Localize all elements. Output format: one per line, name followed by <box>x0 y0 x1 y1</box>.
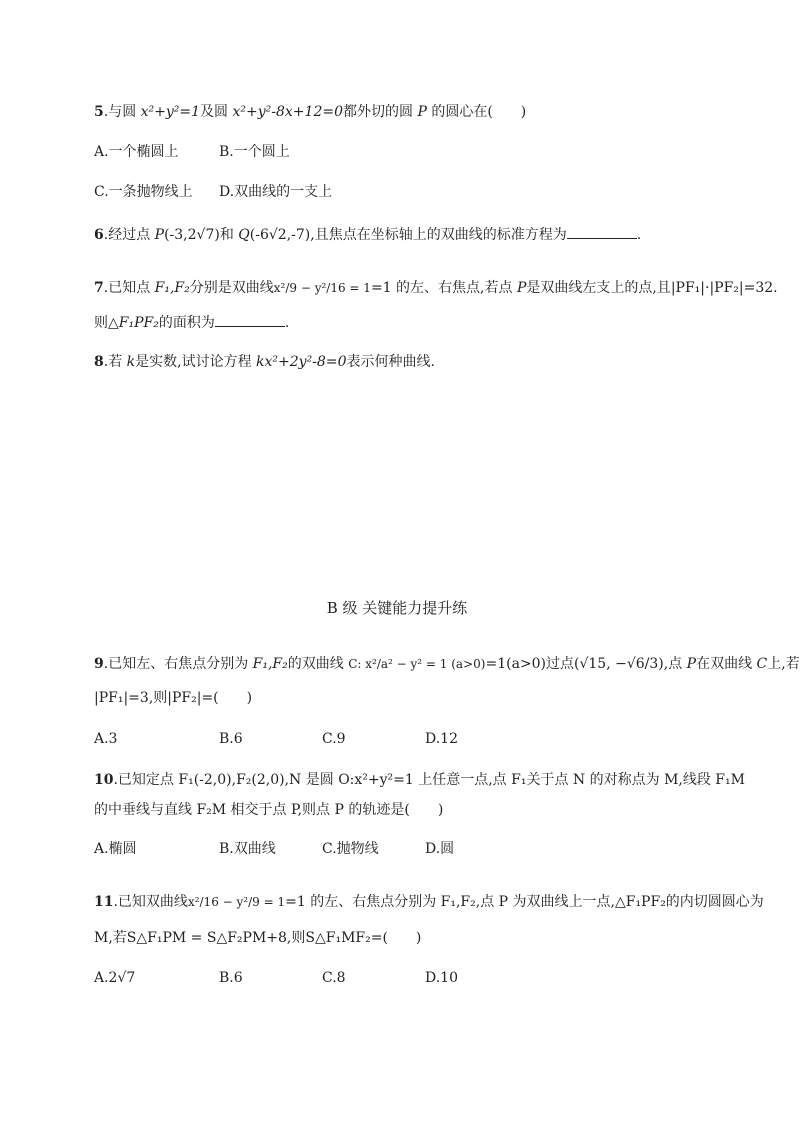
q5-option-a[interactable]: A.一个椭圆上 <box>94 144 179 160</box>
point-p-coords: (-3,2√7) <box>164 227 220 243</box>
q5-option-c[interactable]: C.一条抛物线上 <box>94 184 193 200</box>
q10-option-a[interactable]: A.椭圆 <box>94 841 137 857</box>
circle-equation-1: x²+y²=1 <box>140 104 201 120</box>
q11-option-d[interactable]: D.10 <box>425 970 458 986</box>
text: 的面积为 <box>158 315 215 331</box>
text: ,且焦点在坐标轴上的双曲线的标准方程为 <box>310 227 567 243</box>
hyperbola-equation: C: x²/a² − y² = 1 (a>0) <box>348 657 486 671</box>
circle-equation-2: x²+y²-8x+12=0 <box>232 104 343 120</box>
q9-option-b[interactable]: B.6 <box>219 731 243 747</box>
text: .已知点 <box>103 280 155 296</box>
text: 是实数,试讨论方程 <box>135 354 257 370</box>
question-number: 10 <box>94 772 114 788</box>
text: =1 的左、右焦点分别为 F₁,F₂,点 P 为双曲线上一点,△F₁PF₂的内切圆圆心为 <box>285 894 764 910</box>
q5-option-b[interactable]: B.一个圆上 <box>219 144 290 160</box>
text: 的圆心在( ) <box>426 104 527 120</box>
question-number: 11 <box>94 894 114 910</box>
question-11 <box>94 892 764 912</box>
question-number: 7 <box>94 280 104 296</box>
q9-option-a[interactable]: A.3 <box>94 731 118 747</box>
text: .已知左、右焦点分别为 <box>103 656 253 672</box>
question-6 <box>94 224 641 245</box>
question-number: 6 <box>94 227 104 243</box>
text: .与圆 <box>103 104 141 120</box>
text: 则△ <box>94 315 119 331</box>
q11-option-a[interactable]: A.2√7 <box>94 970 136 986</box>
question-7 <box>94 278 778 298</box>
var-p: P <box>154 227 165 243</box>
text: .若 <box>103 354 127 370</box>
q11-option-b[interactable]: B.6 <box>219 970 243 986</box>
text: .已知双曲线 <box>113 894 188 910</box>
question-number: 8 <box>94 354 104 370</box>
question-5 <box>94 102 526 122</box>
var-q: Q <box>238 227 250 243</box>
text: =1 的左、右焦点,若点 <box>370 280 517 296</box>
text: 都外切的圆 <box>343 104 418 120</box>
text: =1(a>0)过点 <box>485 656 575 672</box>
question-number: 9 <box>94 656 104 672</box>
focal-product: |PF₁|·|PF₂|=32. <box>670 280 778 296</box>
q9-option-d[interactable]: D.12 <box>425 731 458 747</box>
hyperbola-equation: x²/16 − y²/9 = 1 <box>187 895 286 909</box>
question-11-line-2: M,若S△F₁PM = S△F₂PM+8,则S△F₁MF₂=( ) <box>94 930 422 946</box>
text: ,点 <box>663 656 687 672</box>
point-q-coords: (-6√2,-7) <box>249 227 311 243</box>
answer-blank[interactable] <box>215 312 285 327</box>
curve-equation: kx²+2y²-8=0 <box>256 354 347 370</box>
q10-option-c[interactable]: C.抛物线 <box>322 841 379 857</box>
q11-option-c[interactable]: C.8 <box>322 970 346 986</box>
text: . <box>636 227 642 243</box>
q10-option-b[interactable]: B.双曲线 <box>219 841 276 857</box>
q5-option-d[interactable]: D.双曲线的一支上 <box>219 184 333 200</box>
question-9 <box>94 654 800 674</box>
text: 的双曲线 <box>287 656 349 672</box>
foci: F₁,F₂ <box>252 656 288 672</box>
var-p: P <box>686 656 697 672</box>
var-p: P <box>516 280 527 296</box>
question-8 <box>94 352 435 372</box>
text: 及圆 <box>200 104 233 120</box>
text: 上,若 <box>767 656 800 672</box>
question-9-line-2: |PF₁|=3,则|PF₂|=( ) <box>94 690 253 706</box>
var-c: C <box>756 656 768 672</box>
section-title: B 级 关键能力提升练 <box>326 599 468 617</box>
triangle-label: F₁PF₂ <box>118 315 159 331</box>
text: 是双曲线左支上的点,且 <box>526 280 671 296</box>
text: 表示何种曲线. <box>346 354 435 370</box>
question-10-line-2: 的中垂线与直线 F₂M 相交于点 P,则点 P 的轨迹是( ) <box>94 802 444 818</box>
answer-blank[interactable] <box>567 224 637 239</box>
question-7-line-2 <box>94 312 289 333</box>
question-10 <box>94 770 745 790</box>
text: .已知定点 F₁(-2,0),F₂(2,0),N 是圆 O:x²+y²=1 上任意一点,点 F₁关于点 N 的对称点为 M,线段 F₁M <box>113 772 745 788</box>
q10-option-d[interactable]: D.圆 <box>425 841 455 857</box>
q9-option-c[interactable]: C.9 <box>322 731 346 747</box>
var-k: k <box>126 354 136 370</box>
text: 分别是双曲线 <box>189 280 274 296</box>
text: . <box>284 315 290 331</box>
text: .经过点 <box>103 227 155 243</box>
text: 和 <box>219 227 239 243</box>
hyperbola-equation: x²/9 − y²/16 = 1 <box>273 281 371 295</box>
text: 在双曲线 <box>696 656 757 672</box>
given-point: (√15, −√6/3) <box>574 656 664 672</box>
question-number: 5 <box>94 104 104 120</box>
var-p: P <box>417 104 427 120</box>
foci: F₁,F₂ <box>154 280 190 296</box>
